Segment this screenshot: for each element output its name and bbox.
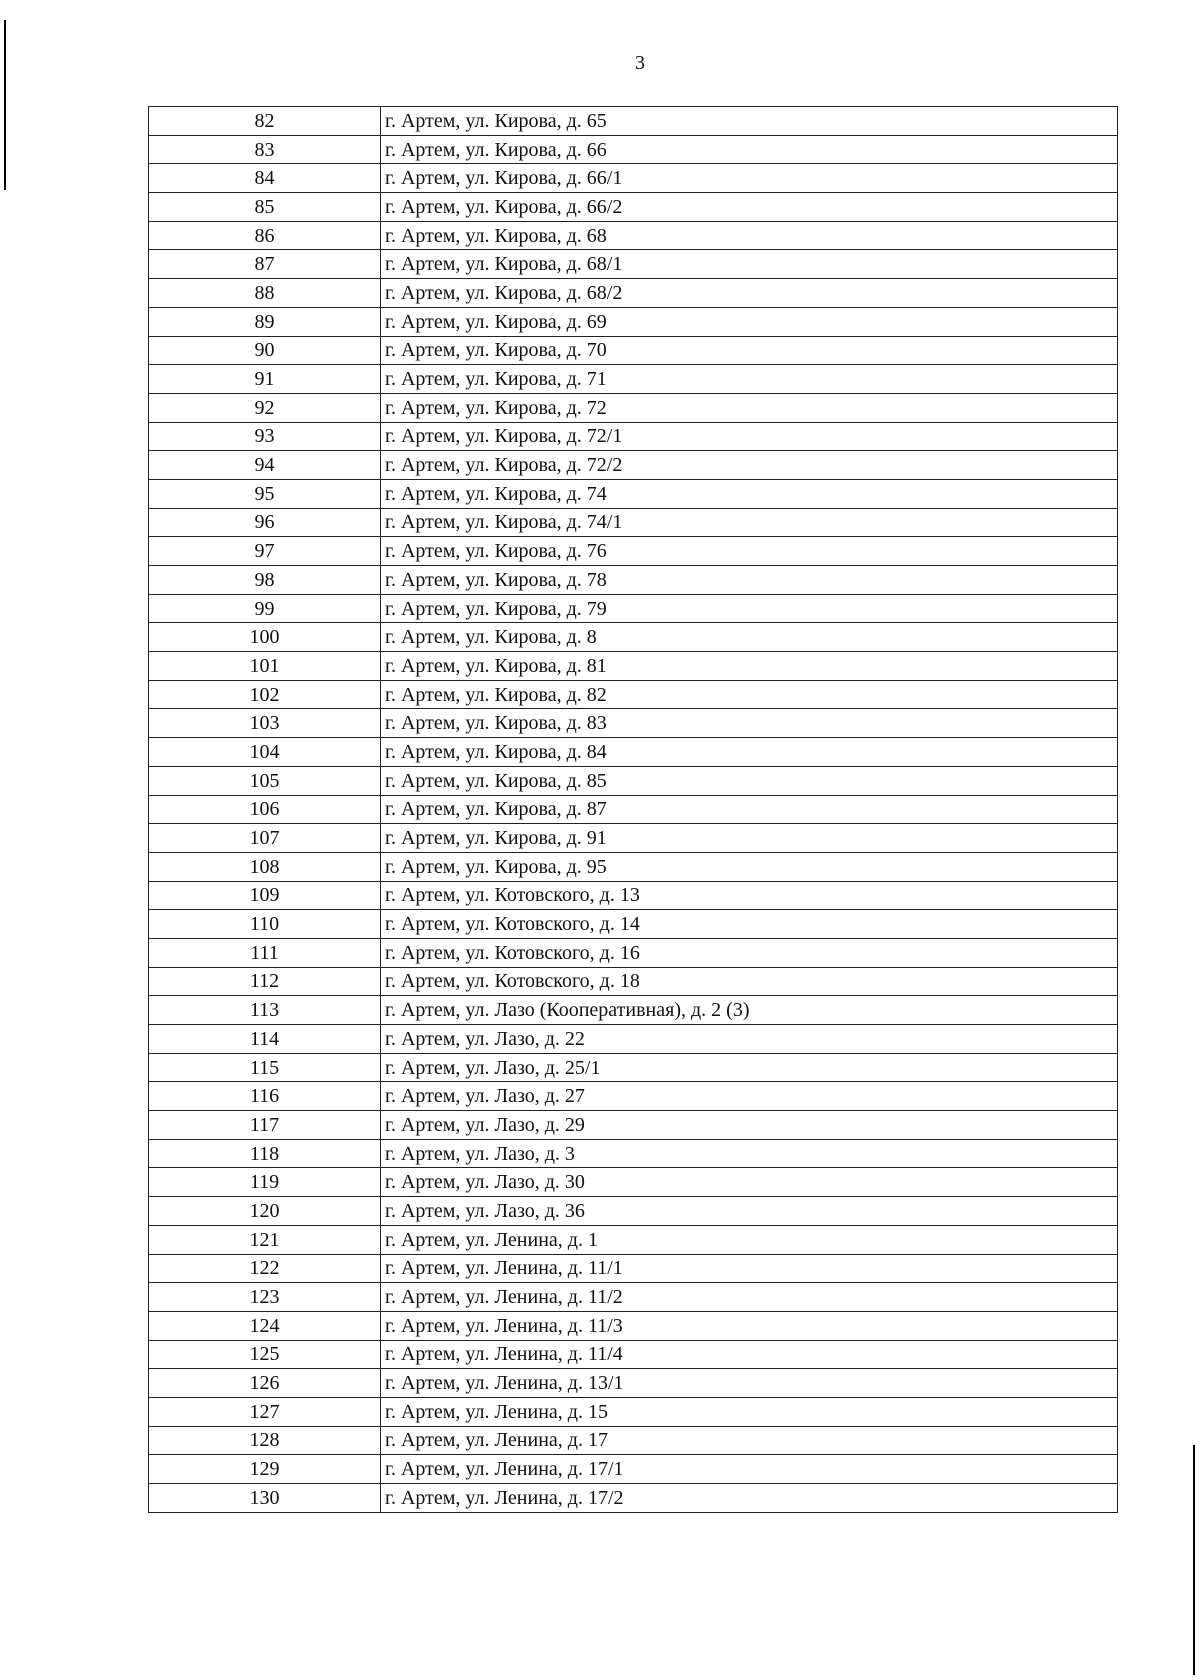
address-cell: г. Артем, ул. Кирова, д. 65 (381, 107, 1118, 136)
table-row (149, 250, 1118, 279)
table-row (149, 852, 1118, 881)
address-cell: г. Артем, ул. Ленина, д. 11/3 (381, 1311, 1118, 1340)
table-row (149, 135, 1118, 164)
row-number-cell: 86 (149, 221, 381, 250)
row-number-cell: 89 (149, 307, 381, 336)
row-number-cell: 90 (149, 336, 381, 365)
table-row (149, 594, 1118, 623)
page-number: 3 (635, 52, 645, 74)
address-cell: г. Артем, ул. Ленина, д. 17 (381, 1426, 1118, 1455)
address-cell: г. Артем, ул. Ленина, д. 11/2 (381, 1283, 1118, 1312)
row-number-cell: 107 (149, 824, 381, 853)
row-number-cell: 94 (149, 451, 381, 480)
table-row (149, 881, 1118, 910)
row-number-cell: 103 (149, 709, 381, 738)
table-row (149, 652, 1118, 681)
row-number-cell: 100 (149, 623, 381, 652)
address-cell: г. Артем, ул. Кирова, д. 87 (381, 795, 1118, 824)
address-table (148, 106, 1118, 1513)
row-number-cell: 108 (149, 852, 381, 881)
address-cell: г. Артем, ул. Лазо, д. 27 (381, 1082, 1118, 1111)
row-number-cell: 117 (149, 1111, 381, 1140)
table-row (149, 279, 1118, 308)
address-cell: г. Артем, ул. Кирова, д. 68/1 (381, 250, 1118, 279)
table-row (149, 1283, 1118, 1312)
table-row (149, 1455, 1118, 1484)
table-row (149, 221, 1118, 250)
table-row (149, 1225, 1118, 1254)
row-number-cell: 97 (149, 537, 381, 566)
table-row (149, 967, 1118, 996)
table-row (149, 537, 1118, 566)
row-number-cell: 119 (149, 1168, 381, 1197)
row-number-cell: 128 (149, 1426, 381, 1455)
address-cell: г. Артем, ул. Котовского, д. 13 (381, 881, 1118, 910)
address-cell: г. Артем, ул. Котовского, д. 14 (381, 910, 1118, 939)
address-cell: г. Артем, ул. Ленина, д. 11/1 (381, 1254, 1118, 1283)
table-row (149, 1168, 1118, 1197)
row-number-cell: 102 (149, 680, 381, 709)
table-row (149, 680, 1118, 709)
address-cell: г. Артем, ул. Кирова, д. 66/1 (381, 164, 1118, 193)
row-number-cell: 116 (149, 1082, 381, 1111)
table-row (149, 766, 1118, 795)
table-row (149, 709, 1118, 738)
address-cell: г. Артем, ул. Лазо, д. 30 (381, 1168, 1118, 1197)
table-row (149, 1053, 1118, 1082)
address-cell: г. Артем, ул. Кирова, д. 74 (381, 479, 1118, 508)
row-number-cell: 127 (149, 1397, 381, 1426)
row-number-cell: 83 (149, 135, 381, 164)
table-row (149, 795, 1118, 824)
row-number-cell: 122 (149, 1254, 381, 1283)
row-number-cell: 112 (149, 967, 381, 996)
address-cell: г. Артем, ул. Кирова, д. 91 (381, 824, 1118, 853)
row-number-cell: 106 (149, 795, 381, 824)
address-cell: г. Артем, ул. Кирова, д. 69 (381, 307, 1118, 336)
table-row (149, 1369, 1118, 1398)
table-row (149, 451, 1118, 480)
table-row (149, 164, 1118, 193)
address-cell: г. Артем, ул. Ленина, д. 1 (381, 1225, 1118, 1254)
row-number-cell: 121 (149, 1225, 381, 1254)
address-cell: г. Артем, ул. Кирова, д. 66/2 (381, 193, 1118, 222)
address-cell: г. Артем, ул. Ленина, д. 15 (381, 1397, 1118, 1426)
row-number-cell: 82 (149, 107, 381, 136)
row-number-cell: 87 (149, 250, 381, 279)
table-row (149, 996, 1118, 1025)
row-number-cell: 84 (149, 164, 381, 193)
row-number-cell: 85 (149, 193, 381, 222)
row-number-cell: 104 (149, 738, 381, 767)
table-row (149, 365, 1118, 394)
table-row (149, 623, 1118, 652)
table-row (149, 1426, 1118, 1455)
address-cell: г. Артем, ул. Кирова, д. 72/2 (381, 451, 1118, 480)
address-cell: г. Артем, ул. Ленина, д. 11/4 (381, 1340, 1118, 1369)
address-cell: г. Артем, ул. Кирова, д. 68/2 (381, 279, 1118, 308)
row-number-cell: 123 (149, 1283, 381, 1312)
row-number-cell: 126 (149, 1369, 381, 1398)
address-cell: г. Артем, ул. Лазо (Кооперативная), д. 2 (3) (381, 996, 1118, 1025)
address-cell: г. Артем, ул. Кирова, д. 83 (381, 709, 1118, 738)
row-number-cell: 115 (149, 1053, 381, 1082)
row-number-cell: 96 (149, 508, 381, 537)
table-row (149, 938, 1118, 967)
table-row (149, 1197, 1118, 1226)
scan-edge-mark-right (1193, 1445, 1195, 1675)
address-cell: г. Артем, ул. Лазо, д. 29 (381, 1111, 1118, 1140)
address-cell: г. Артем, ул. Ленина, д. 17/2 (381, 1484, 1118, 1513)
table-row (149, 508, 1118, 537)
row-number-cell: 120 (149, 1197, 381, 1226)
address-cell: г. Артем, ул. Кирова, д. 74/1 (381, 508, 1118, 537)
address-cell: г. Артем, ул. Кирова, д. 8 (381, 623, 1118, 652)
address-cell: г. Артем, ул. Кирова, д. 79 (381, 594, 1118, 623)
table-row (149, 910, 1118, 939)
scan-edge-mark-left (4, 20, 6, 190)
address-cell: г. Артем, ул. Кирова, д. 84 (381, 738, 1118, 767)
table-row (149, 422, 1118, 451)
address-cell: г. Артем, ул. Ленина, д. 17/1 (381, 1455, 1118, 1484)
address-cell: г. Артем, ул. Лазо, д. 22 (381, 1025, 1118, 1054)
row-number-cell: 98 (149, 566, 381, 595)
address-cell: г. Артем, ул. Кирова, д. 66 (381, 135, 1118, 164)
table-row (149, 1311, 1118, 1340)
row-number-cell: 124 (149, 1311, 381, 1340)
table-row (149, 393, 1118, 422)
address-cell: г. Артем, ул. Кирова, д. 70 (381, 336, 1118, 365)
row-number-cell: 129 (149, 1455, 381, 1484)
address-cell: г. Артем, ул. Кирова, д. 95 (381, 852, 1118, 881)
row-number-cell: 113 (149, 996, 381, 1025)
row-number-cell: 88 (149, 279, 381, 308)
table-row (149, 336, 1118, 365)
address-cell: г. Артем, ул. Кирова, д. 78 (381, 566, 1118, 595)
table-row (149, 1111, 1118, 1140)
row-number-cell: 95 (149, 479, 381, 508)
table-row (149, 1025, 1118, 1054)
row-number-cell: 91 (149, 365, 381, 394)
table-row (149, 1139, 1118, 1168)
address-cell: г. Артем, ул. Котовского, д. 16 (381, 938, 1118, 967)
table-row (149, 107, 1118, 136)
address-cell: г. Артем, ул. Кирова, д. 81 (381, 652, 1118, 681)
row-number-cell: 92 (149, 393, 381, 422)
table-row (149, 1340, 1118, 1369)
table-row (149, 738, 1118, 767)
row-number-cell: 110 (149, 910, 381, 939)
row-number-cell: 101 (149, 652, 381, 681)
table-row (149, 307, 1118, 336)
address-cell: г. Артем, ул. Кирова, д. 85 (381, 766, 1118, 795)
address-cell: г. Артем, ул. Кирова, д. 76 (381, 537, 1118, 566)
table-row (149, 1484, 1118, 1513)
row-number-cell: 130 (149, 1484, 381, 1513)
row-number-cell: 114 (149, 1025, 381, 1054)
row-number-cell: 99 (149, 594, 381, 623)
table-row (149, 566, 1118, 595)
address-cell: г. Артем, ул. Лазо, д. 3 (381, 1139, 1118, 1168)
address-cell: г. Артем, ул. Лазо, д. 25/1 (381, 1053, 1118, 1082)
table-row (149, 824, 1118, 853)
address-cell: г. Артем, ул. Кирова, д. 68 (381, 221, 1118, 250)
row-number-cell: 109 (149, 881, 381, 910)
address-cell: г. Артем, ул. Котовского, д. 18 (381, 967, 1118, 996)
table-row (149, 479, 1118, 508)
address-cell: г. Артем, ул. Кирова, д. 72/1 (381, 422, 1118, 451)
table-row (149, 1082, 1118, 1111)
address-cell: г. Артем, ул. Ленина, д. 13/1 (381, 1369, 1118, 1398)
table-row (149, 1254, 1118, 1283)
table-row (149, 1397, 1118, 1426)
row-number-cell: 111 (149, 938, 381, 967)
address-cell: г. Артем, ул. Кирова, д. 82 (381, 680, 1118, 709)
address-table-body (149, 107, 1118, 1513)
address-cell: г. Артем, ул. Лазо, д. 36 (381, 1197, 1118, 1226)
row-number-cell: 125 (149, 1340, 381, 1369)
table-row (149, 193, 1118, 222)
address-cell: г. Артем, ул. Кирова, д. 72 (381, 393, 1118, 422)
address-cell: г. Артем, ул. Кирова, д. 71 (381, 365, 1118, 394)
row-number-cell: 105 (149, 766, 381, 795)
row-number-cell: 93 (149, 422, 381, 451)
row-number-cell: 118 (149, 1139, 381, 1168)
